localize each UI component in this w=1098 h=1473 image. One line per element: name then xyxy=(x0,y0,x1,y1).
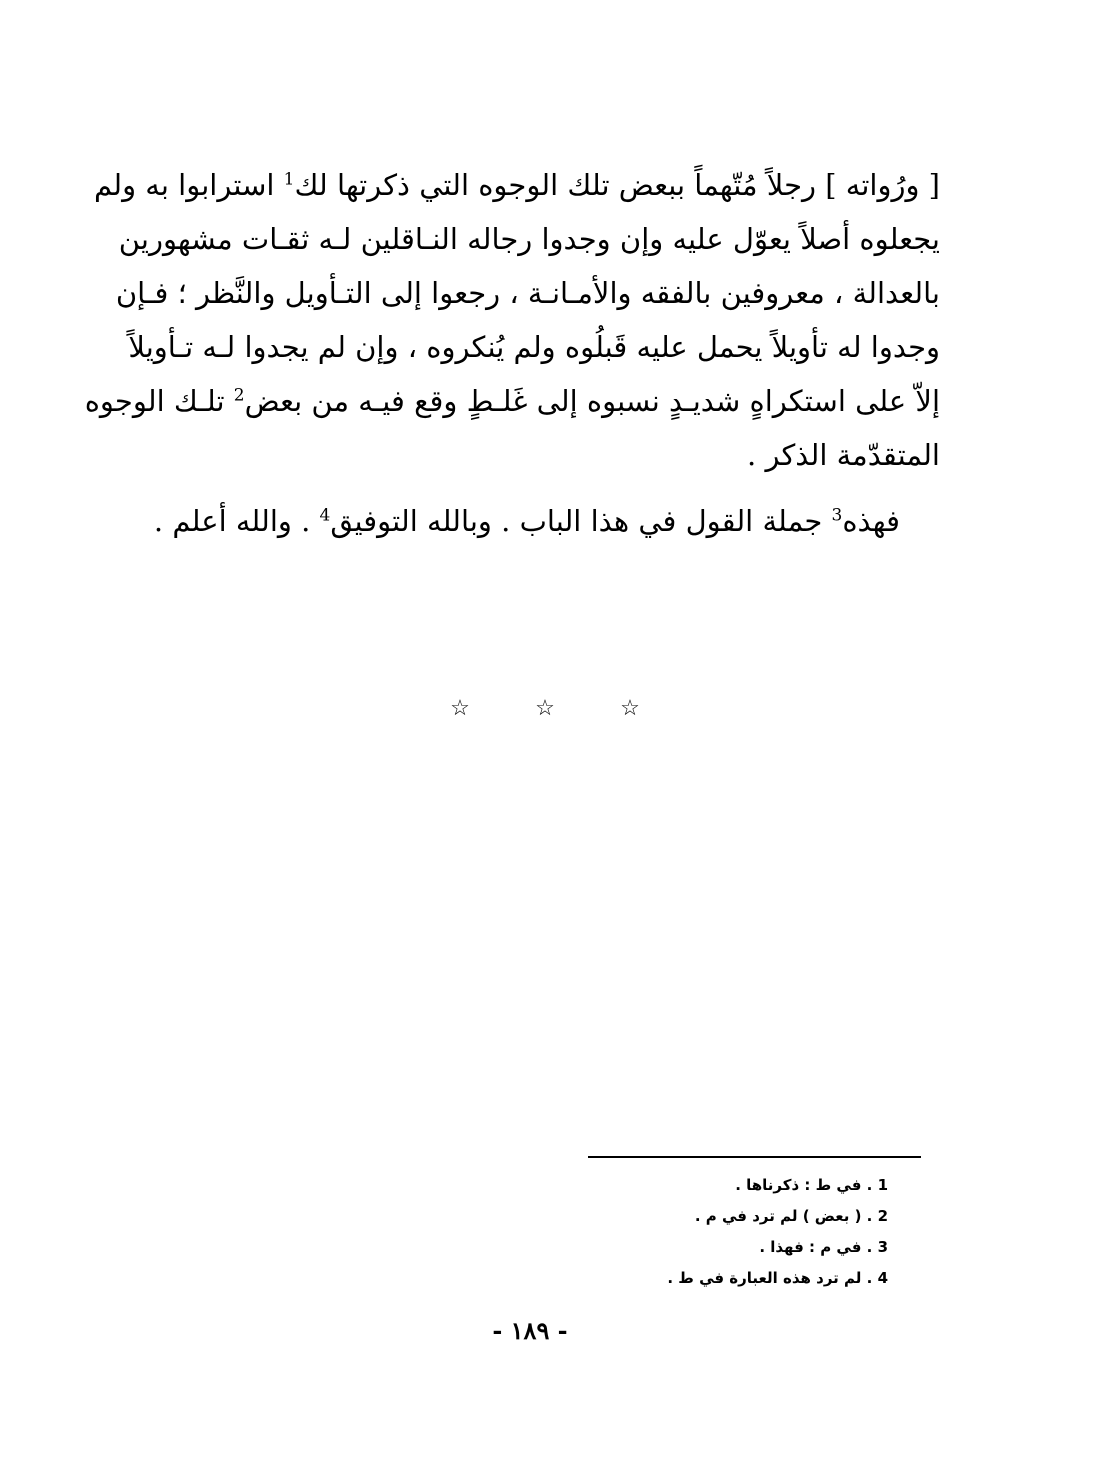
closing-sentence: فهذه$^3$ جملة القول في هذا الباب . وبالله التوفيق$^4$ . والله أعلم . xyxy=(153,504,900,538)
page-number: - ١٨٩ - xyxy=(492,1316,568,1345)
footnote-2: 2 . ( بعض ) لم ترد في م . xyxy=(694,1207,888,1225)
footnotes-list xyxy=(488,1170,888,1294)
footnote-3: 3 . في م : فهذا . xyxy=(759,1238,888,1256)
paragraph-line-5: إلاّ على استكراهٍ شديـدٍ نسبوه إلى غَلـطٍ وقع فيـه من بعض$^2$ تلـك الوجوه xyxy=(84,384,940,418)
star-outline-icon: ☆ xyxy=(535,696,555,721)
paragraph-line-3: بالعدالة ، معروفين بالفقه والأمـانـة ، رجعوا إلى التـأويل والنَّظر ؛ فـإن xyxy=(115,276,940,310)
footnote-ref-2[interactable]: 2 xyxy=(233,385,245,406)
paragraph-line-4: وجدوا له تأويلاً يحمل عليه قَبلُوه ولم يُنكروه ، وإن لم يجدوا لـه تـأويلاً xyxy=(128,330,940,364)
footnote-1: 1 . في ط : ذكرناها . xyxy=(735,1176,888,1194)
footnote-divider xyxy=(588,1156,921,1158)
paragraph-line-6: المتقدّمة الذكر . xyxy=(747,438,940,472)
footnote-ref-4[interactable]: 4 xyxy=(319,505,331,526)
footnote-ref-3[interactable]: 3 xyxy=(831,505,843,526)
footnote-4: 4 . لم ترد هذه العبارة في ط . xyxy=(667,1269,888,1287)
star-outline-icon: ☆ xyxy=(620,696,640,721)
main-paragraph xyxy=(84,158,940,482)
footnote-ref-1[interactable]: 1 xyxy=(283,169,295,190)
section-separator xyxy=(445,696,645,721)
star-outline-icon: ☆ xyxy=(450,696,470,721)
paragraph-line-1: [ ورُواته ] رجلاً مُتّهماً ببعض تلك الوجوه التي ذكرتها لك$^1$ استرابوا به ولم xyxy=(93,168,940,202)
paragraph-line-2: يجعلوه أصلاً يعوّل عليه وإن وجدوا رجاله النـاقلين لـه ثقـات مشهورين xyxy=(118,222,940,256)
